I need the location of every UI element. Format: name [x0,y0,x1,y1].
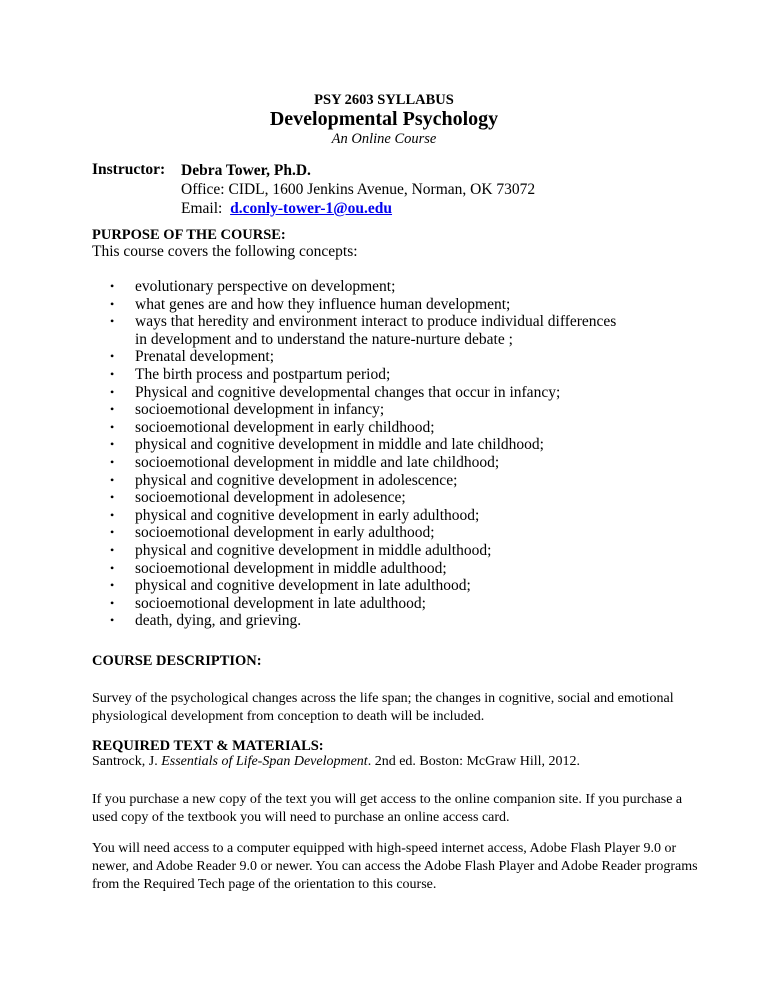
description-heading: COURSE DESCRIPTION: [92,653,262,669]
bullet-icon: • [110,613,115,628]
concept-text: The birth process and postpartum period; [135,365,391,383]
materials-heading: REQUIRED TEXT & MATERIALS: [92,738,324,754]
instructor-name: Debra Tower, Ph.D. [181,162,311,179]
email-link[interactable]: d.conly-tower-1@ou.edu [230,200,393,217]
concept-text: physical and cognitive development in early adulthood; [135,506,480,524]
concept-text: Physical and cognitive developmental changes that occur in infancy; [135,383,561,401]
concept-text: physical and cognitive development in middle adulthood; [135,541,492,559]
concepts-list [110,278,630,630]
concept-text: evolutionary perspective on development; [135,278,396,295]
concept-item [110,296,630,314]
purpose-heading: PURPOSE OF THE COURSE: [92,227,286,243]
bullet-icon: • [110,384,115,399]
course-code: PSY 2603 SYLLABUS [314,92,454,108]
bullet-icon: • [110,472,115,487]
instructor-info [181,161,535,218]
bullet-icon: • [110,542,115,557]
concept-item [110,507,630,525]
concept-item [110,560,630,578]
textbook-citation [92,753,692,771]
purpose-intro: This course covers the following concepts: [92,243,358,260]
concept-item [110,401,630,419]
citation-title: Essentials of Life-Span Development [161,754,368,769]
instructor-office: Office: CIDL, 1600 Jenkins Avenue, Norman, OK 73072 [181,181,536,198]
concept-item [110,542,630,560]
concept-item [110,612,630,630]
bullet-icon: • [110,279,115,293]
page-title: Developmental Psychology [269,108,499,130]
bullet-icon: • [110,437,115,452]
concept-item [110,436,630,454]
bullet-icon: • [110,490,115,505]
concept-item [110,348,630,366]
bullet-icon: • [110,419,115,434]
concept-text: Prenatal development; [135,348,275,366]
concept-text: socioemotional development in early adulthood; [135,524,435,542]
citation-author: Santrock, J. [92,754,162,769]
bullet-icon: • [110,349,115,364]
instructor-email-line [181,199,535,218]
concept-text: socioemotional development in adolesence; [135,489,406,507]
concept-item [110,366,630,384]
concept-item [110,313,630,348]
email-label: Email: [181,200,223,217]
page-subtitle: An Online Course [331,131,437,147]
concept-text: physical and cognitive development in adolescence; [135,471,458,489]
concept-text: what genes are and how they influence human development; [135,295,511,313]
concept-item [110,278,630,296]
concept-text: physical and cognitive development in middle and late childhood; [135,436,544,454]
concept-item [110,489,630,507]
concept-text: socioemotional development in middle and late childhood; [135,453,500,471]
citation-rest: . 2nd ed. Boston: McGraw Hill, 2012. [367,754,581,769]
bullet-icon: • [110,507,115,522]
bullet-icon: • [110,578,115,593]
instructor-label: Instructor: [92,161,166,178]
bullet-icon: • [110,595,115,610]
concept-item [110,419,630,437]
concept-text: socioemotional development in early childhood; [135,418,435,436]
concept-text: physical and cognitive development in late adulthood; [135,577,471,595]
concept-item [110,384,630,402]
concept-text: socioemotional development in late adulthood; [135,594,426,612]
bullet-icon: • [110,560,115,575]
description-text: Survey of the psychological changes across the life span; the changes in cognitive, social and emotional physiological development from conception to death will be included. [92,691,674,724]
concept-text: death, dying, and grieving. [135,612,302,630]
concept-item [110,524,630,542]
computer-note: You will need access to a computer equipped with high-speed internet access, Adobe Flash Player 9.0 or newer, and Adobe Reader 9.0 or newer. You can access the Adobe Flash Player and Adobe Reader programs from the Required Tech page of the orientation to this course. [92,841,698,892]
concept-text: socioemotional development in infancy; [135,401,385,419]
bullet-icon: • [110,296,115,311]
bullet-icon: • [110,314,115,329]
bullet-icon: • [110,402,115,417]
concept-item [110,595,630,613]
concept-item [110,472,630,490]
concept-text: ways that heredity and environment interact to produce individual differences in development and to understand the nature-nurture debate ; [135,313,617,348]
concept-item [110,577,630,595]
bullet-icon: • [110,366,115,381]
bullet-icon: • [110,525,115,540]
concept-item [110,454,630,472]
concept-text: socioemotional development in middle adulthood; [135,559,447,577]
bullet-icon: • [110,454,115,469]
purchase-note: If you purchase a new copy of the text you will get access to the online companion site. If you purchase a used copy of the textbook you will need to purchase an online access card. [92,792,683,825]
